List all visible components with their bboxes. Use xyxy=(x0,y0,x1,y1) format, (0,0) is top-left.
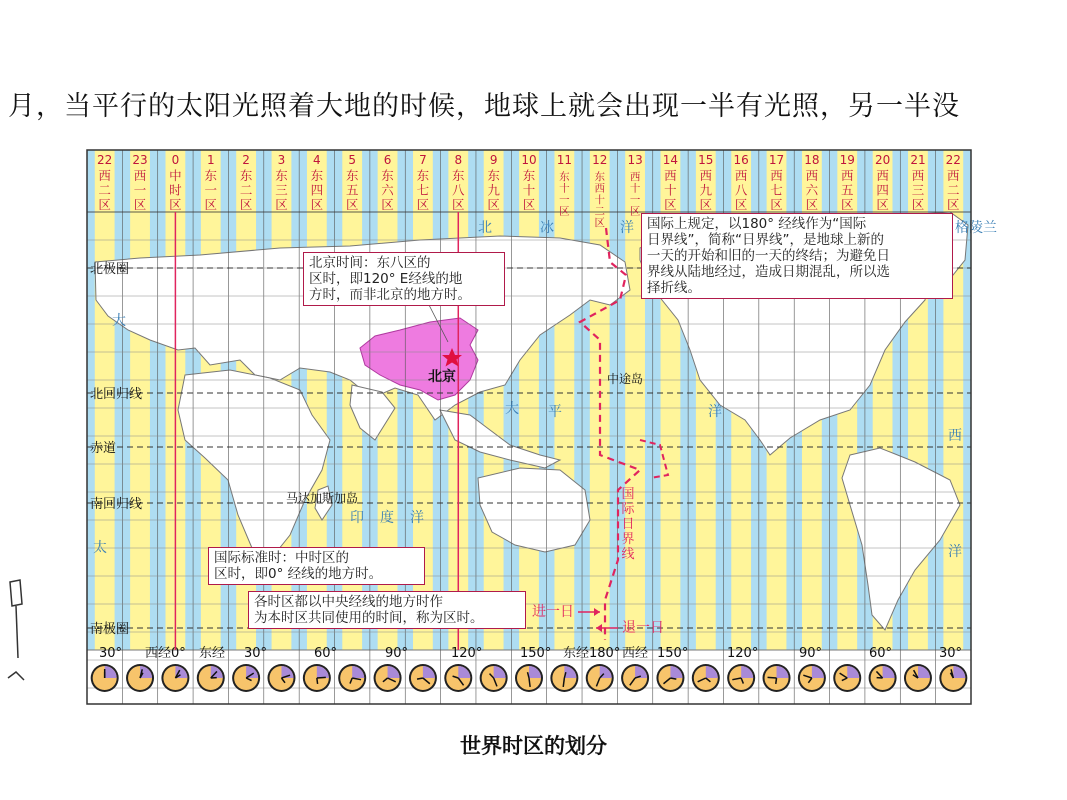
longitude-label: 150° xyxy=(520,646,552,661)
note-line: 北京时间：东八区的 xyxy=(309,255,431,271)
zone-number-label: 7 xyxy=(419,153,427,167)
zone-name-char: 区 xyxy=(310,197,324,212)
zone-name-char: 六 xyxy=(381,182,394,198)
zone-name-char: 区 xyxy=(239,197,253,212)
zone-number-label: 22 xyxy=(97,153,113,167)
zone-name-char: 中 xyxy=(169,168,182,183)
zone-name-char: 二 xyxy=(947,182,960,198)
note-line: 区时，即0° 经线的地方时。 xyxy=(214,566,383,582)
clock-icon xyxy=(303,664,331,692)
zone-name-char: 七 xyxy=(416,182,430,198)
longitude-label: 30° xyxy=(244,646,268,661)
zone-name-char: 九 xyxy=(699,182,713,198)
zone-name-char: 东 xyxy=(310,168,324,183)
clock-icon xyxy=(374,664,402,692)
zone-name-char: 东 xyxy=(452,168,465,183)
note-dateline xyxy=(641,213,953,299)
clock-icon xyxy=(550,664,578,692)
ocean-label: 太 xyxy=(93,540,107,556)
zone-name-char: 东 xyxy=(522,168,536,183)
retreat-day-label: 退一日 xyxy=(622,620,664,636)
place-midway: 中途岛 xyxy=(607,372,644,386)
clock-icon xyxy=(586,664,614,692)
zone-name-char: 西 xyxy=(911,168,925,183)
longitude-label: 东经 xyxy=(199,646,226,661)
zone-name-char: 东 xyxy=(275,168,288,183)
note-line: 择折线。 xyxy=(647,280,701,296)
zone-name-char: 区 xyxy=(487,197,500,212)
zone-name-char: 五 xyxy=(345,182,359,198)
clock-icon xyxy=(91,664,119,692)
zone-number-label: 11 xyxy=(556,153,573,167)
dateline-label-char: 线 xyxy=(621,547,635,562)
clock-icon xyxy=(798,664,826,692)
zone-number-label: 4 xyxy=(313,153,321,167)
zone-number-label: 18 xyxy=(804,153,820,167)
zone-name-char: 西 xyxy=(770,168,783,183)
zone-name-char: 区 xyxy=(169,197,182,212)
zone-name-char: 西 xyxy=(947,168,960,183)
longitude-label: 东经180° xyxy=(563,646,621,661)
clock-icon xyxy=(833,664,861,692)
zone-name-char: 东 xyxy=(345,168,359,183)
zone-name-char: 区 xyxy=(629,205,641,218)
longitude-label: 90° xyxy=(385,646,409,661)
longitude-label: 60° xyxy=(869,646,893,661)
ocean-label: 西 xyxy=(948,428,962,444)
zone-number-label: 0 xyxy=(171,153,180,167)
dateline-label-char: 界 xyxy=(621,532,635,547)
note-beijing-time xyxy=(303,252,505,306)
zone-name-char: 区 xyxy=(416,197,430,212)
clock-icon xyxy=(515,664,543,692)
zone-name-char: 区 xyxy=(594,217,605,229)
page-heading: 月，当平行的太阳光照着大地的时候，地球上就会出现一半有光照，另一半没 xyxy=(8,91,960,122)
zone-number-label: 19 xyxy=(839,153,855,167)
place-beijing: 北京 xyxy=(428,369,456,385)
zone-name-char: 区 xyxy=(204,197,218,212)
latitude-label: 赤道 xyxy=(90,441,117,456)
longitude-label: 120° xyxy=(727,646,759,661)
zone-name-char: 区 xyxy=(381,197,394,212)
clock-icon xyxy=(727,664,755,692)
note-line: 区时，即120° E经线的地 xyxy=(309,271,463,287)
longitude-label: 西经 xyxy=(622,646,649,661)
latitude-label: 南回归线 xyxy=(90,497,143,512)
zone-name-char: 东 xyxy=(381,168,394,183)
note-line: 国际标准时：中时区的 xyxy=(214,550,349,566)
zone-name-char: 西 xyxy=(805,168,819,183)
note-line: 方时，而非北京的地方时。 xyxy=(309,287,471,303)
clock-icon xyxy=(480,664,508,692)
ocean-label: 大 xyxy=(505,401,519,417)
zone-name-char: 八 xyxy=(734,182,748,198)
zone-number-label: 5 xyxy=(348,153,357,167)
clock-icon xyxy=(409,664,437,692)
zone-name-char: 东 xyxy=(416,168,430,183)
zone-number-label: 17 xyxy=(768,153,785,167)
clock-icon xyxy=(869,664,897,692)
zone-number-label: 3 xyxy=(277,153,286,167)
latitude-label: 南极圈 xyxy=(90,622,130,637)
zone-number-label: 9 xyxy=(489,153,498,167)
note-line: 一天的开始和旧的一天的终结；为避免日 xyxy=(647,248,890,264)
ocean-label: 印 xyxy=(350,510,364,526)
zone-name-char: 区 xyxy=(452,197,465,212)
zone-number-label: 2 xyxy=(242,153,250,167)
zone-name-char: 二 xyxy=(98,182,111,198)
zone-name-char: 二 xyxy=(239,182,253,198)
clock-icon xyxy=(621,664,649,692)
note-line: 各时区都以中央经线的地方时作 xyxy=(254,594,443,610)
zone-stripe-yellow xyxy=(130,150,150,704)
zone-name-char: 东 xyxy=(487,168,500,183)
zone-name-char: 西 xyxy=(98,168,111,183)
zone-name-char: 东 xyxy=(559,171,570,183)
zone-name-char: 东 xyxy=(204,168,218,183)
place-madagascar: 马达加斯加岛 xyxy=(286,491,359,505)
zone-name-char: 四 xyxy=(876,182,889,198)
zone-name-char: 区 xyxy=(805,197,819,212)
zone-name-char: 三 xyxy=(911,182,925,198)
zone-name-char: 一 xyxy=(629,194,641,206)
dateline-label-char: 际 xyxy=(621,502,635,517)
zone-stripe-yellow xyxy=(95,150,115,704)
zone-name-char: 西 xyxy=(133,168,147,183)
clock-icon xyxy=(904,664,932,692)
zone-name-char: 一 xyxy=(559,194,570,206)
zone-number-label: 10 xyxy=(521,153,537,167)
zone-name-char: 十 xyxy=(594,194,605,206)
zone-number-label: 20 xyxy=(874,153,891,167)
clock-icon xyxy=(656,664,684,692)
clock-icon xyxy=(338,664,366,692)
zone-name-char: 区 xyxy=(947,197,960,212)
zone-name-char: 西 xyxy=(629,171,641,183)
clock-icon xyxy=(161,664,189,692)
zone-name-char: 区 xyxy=(275,197,288,212)
zone-number-label: 8 xyxy=(454,153,463,167)
zone-name-char: 区 xyxy=(840,197,854,212)
zone-number-label: 16 xyxy=(733,153,749,167)
clock-icon xyxy=(197,664,225,692)
clock-icon xyxy=(939,664,967,692)
zone-name-char: 五 xyxy=(840,182,854,198)
zone-name-char: 西 xyxy=(876,168,889,183)
advance-day-label: 进一日 xyxy=(532,604,574,620)
zone-name-char: 区 xyxy=(911,197,925,212)
clock-hand xyxy=(317,678,318,684)
clock-icon xyxy=(763,664,791,692)
clock-icon xyxy=(267,664,295,692)
zone-name-char: 区 xyxy=(133,197,147,212)
zone-name-char: 西 xyxy=(699,168,713,183)
zone-name-char: 九 xyxy=(487,182,500,198)
zone-number-label: 15 xyxy=(698,153,714,167)
zone-name-char: 八 xyxy=(452,182,465,198)
ocean-label: 大 xyxy=(112,313,126,329)
clock-hand xyxy=(776,678,777,684)
clock-hand xyxy=(768,677,777,678)
zone-number-label: 14 xyxy=(662,153,679,167)
note-gmt xyxy=(208,547,425,585)
zone-name-char: 西 xyxy=(734,168,748,183)
zone-name-char: 东 xyxy=(594,171,605,183)
zone-name-char: 三 xyxy=(275,182,288,198)
note-zone-time xyxy=(248,591,526,629)
zone-name-char: 二 xyxy=(594,205,605,218)
zone-number-label: 13 xyxy=(627,153,643,167)
zone-name-char: 一 xyxy=(204,182,218,198)
pen-sketch-icon xyxy=(4,578,30,690)
clock-icon xyxy=(444,664,472,692)
longitude-label: 120° xyxy=(451,646,483,661)
ocean-label: 洋 xyxy=(948,544,962,560)
zone-stripe-yellow xyxy=(554,150,574,704)
ocean-label: 北 xyxy=(478,220,492,236)
ocean-label: 格陵兰 xyxy=(955,220,997,236)
zone-name-char: 六 xyxy=(805,182,819,198)
zone-number-label: 23 xyxy=(132,153,148,167)
zone-name-char: 七 xyxy=(770,182,783,198)
clock-icon xyxy=(126,664,154,692)
note-line: 日界线”，简称“日界线”，是地球上新的 xyxy=(647,232,884,248)
longitude-label: 150° xyxy=(657,646,689,661)
note-line: 国际上规定，以180° 经线作为“国际 xyxy=(647,216,867,232)
zone-name-char: 区 xyxy=(345,197,359,212)
zone-name-char: 区 xyxy=(522,197,536,212)
ocean-label: 冰 xyxy=(540,220,554,236)
ocean-label: 洋 xyxy=(410,510,424,526)
zone-name-char: 四 xyxy=(310,182,324,198)
longitude-label: 30° xyxy=(939,646,963,661)
ocean-label: 洋 xyxy=(620,220,634,236)
clock-icon xyxy=(692,664,720,692)
longitude-label: 西经0° xyxy=(145,646,186,661)
zone-name-char: 西 xyxy=(840,168,854,183)
zone-name-char: 一 xyxy=(133,182,147,198)
longitude-label: 90° xyxy=(799,646,823,661)
figure-caption: 世界时区的划分 xyxy=(460,734,607,758)
zone-name-char: 十 xyxy=(664,182,677,198)
zone-name-char: 区 xyxy=(559,205,570,218)
zone-name-char: 东 xyxy=(239,168,253,183)
longitude-label: 30° xyxy=(99,646,123,661)
zone-name-char: 区 xyxy=(98,197,111,212)
zone-name-char: 区 xyxy=(699,197,713,212)
zone-name-char: 西 xyxy=(594,182,605,195)
dateline-label-char: 日 xyxy=(621,517,635,532)
zone-number-label: 6 xyxy=(383,153,392,167)
latitude-label: 北回归线 xyxy=(90,387,143,402)
zone-name-char: 西 xyxy=(664,168,677,183)
note-line: 界线从陆地经过，造成日期混乱，所以选 xyxy=(647,264,890,280)
ocean-label: 度 xyxy=(380,510,394,526)
clock-icon xyxy=(232,664,260,692)
zone-name-char: 区 xyxy=(664,197,677,212)
note-line: 为本时区共同使用的时间，称为区时。 xyxy=(254,610,484,626)
ocean-label: 洋 xyxy=(708,404,722,420)
zone-number-label: 22 xyxy=(945,153,961,167)
zone-name-char: 区 xyxy=(770,197,783,212)
zone-number-label: 1 xyxy=(206,153,215,167)
longitude-label: 60° xyxy=(314,646,338,661)
zone-name-char: 区 xyxy=(876,197,889,212)
zone-name-char: 区 xyxy=(734,197,748,212)
ocean-label: 平 xyxy=(548,404,562,420)
zone-name-char: 十 xyxy=(629,182,641,195)
zone-number-label: 21 xyxy=(910,153,926,167)
dateline-label-char: 国 xyxy=(621,487,635,502)
clock-hand xyxy=(317,677,326,678)
latitude-label: 北极圈 xyxy=(90,262,130,277)
zone-name-char: 时 xyxy=(169,182,182,198)
zone-number-label: 12 xyxy=(592,153,608,167)
zone-name-char: 十 xyxy=(559,182,570,195)
zone-name-char: 十 xyxy=(522,182,536,198)
